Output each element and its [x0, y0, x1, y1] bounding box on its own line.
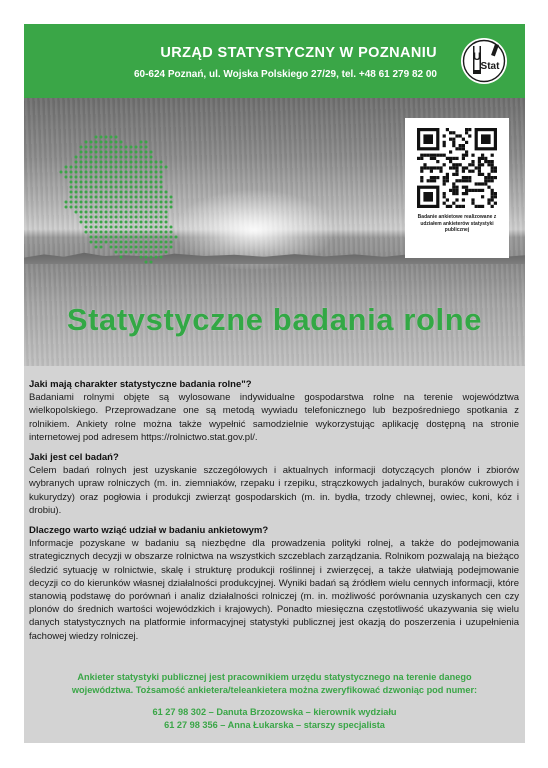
footer-line: Ankieter statystyki publicznej jest pracownikiem urzędu statystycznego na terenie danego — [77, 672, 472, 682]
footer-contact — [24, 671, 525, 732]
office-title: URZĄD STATYSTYCZNY W POZNANIU — [160, 45, 437, 61]
main-title: Statystyczne badania rolne — [66, 302, 483, 337]
section-heading: Jaki jest cel badań? — [29, 452, 119, 463]
region-dot-map-icon — [50, 126, 200, 276]
section-body: Celem badań rolnych jest uzyskanie szczegółowych i aktualnych informacji dotyczących plonów i zbiorów wybranych upraw rolniczych (m. in. ziemniaków, rzepaku i rzepiku, strączkowych jadalnych, buraków cukrowych i kukurydzy) oraz pogłowia i produkcji zwierząt gospodarskich (m. in. bydła, trzody chlewnej, owiec, koni, kóz i drobiu). — [29, 465, 519, 516]
qr-panel — [405, 118, 509, 258]
section-goal — [29, 451, 519, 517]
qr-caption: Badanie ankietowe realizowane z udziałem ankieterów statystyki publicznej — [417, 214, 497, 233]
office-address: 60-624 Poznań, ul. Wojska Polskiego 27/29, tel. +48 61 279 82 00 — [133, 69, 437, 80]
footer-line: województwa. Tożsamość ankietera/teleankietera można zweryfikować dzwoniąc pod numer: — [71, 685, 478, 695]
field-photo — [24, 98, 525, 366]
logo-letter: U — [473, 51, 481, 63]
logo-text: Stat — [480, 61, 500, 72]
section-character — [29, 378, 519, 444]
section-why — [29, 524, 519, 643]
section-body: Badaniami rolnymi objęte są wylosowane indywidualne gospodarstwa rolne na terenie województwa wielkopolskiego. Przeprowadzane one są metodą wywiadu telefonicznego lub bezpośredniego spotkania z rolnikiem. Ankiety rolne można także wypełnić samodzielnie wykorzystując aplikację dostępną na stronie internetowej pod adresem https://rolnictwo.stat.gov.pl/. — [29, 392, 519, 443]
section-heading: Dlaczego warto wziąć udział w badaniu ankietowym? — [29, 525, 269, 536]
qr-code-icon[interactable] — [417, 128, 497, 208]
contact-phone-2[interactable]: 61 27 98 356 – Anna Łukarska – starszy specjalista — [164, 720, 385, 730]
ustat-logo-icon — [459, 36, 509, 86]
section-body: Informacje pozyskane w badaniu są niezbędne dla prowadzenia polityki rolnej, a także do podejmowania strategicznych decyzji w obszarze rolnictwa na wszystkich szczeblach zarządzania. Rolnikom pozwalają na bieżąco śledzić sytuację w rolnictwie, skalę i strukturę produkcji roślinnej i zwierzęcej, a także ułatwiają podejmowanie decyzji co do kierunków własnej działalności produkcyjnej. Wyniki badań są źródłem wielu cennych informacji, które stanowią podstawę do porównań i analiz działalności rolniczej (m. in. możliwość porównania uzyskanych cen czy plonów do średnich wartości wojewódzkich i krajowych). Ponadto miesięczna częstotliwość ukazywania się wielu danych statystycznych na platformie informacyjnej statystyki publicznej jest okazją do poszerzenia i uzupełnienia fachowej wiedzy rolniczej. — [29, 538, 519, 642]
content-panel — [24, 366, 525, 743]
header-banner — [24, 24, 525, 98]
contact-phone-1[interactable]: 61 27 98 302 – Danuta Brzozowska – kierownik wydziału — [152, 707, 397, 717]
section-heading: Jaki mają charakter statystyczne badania rolne"? — [29, 379, 252, 390]
